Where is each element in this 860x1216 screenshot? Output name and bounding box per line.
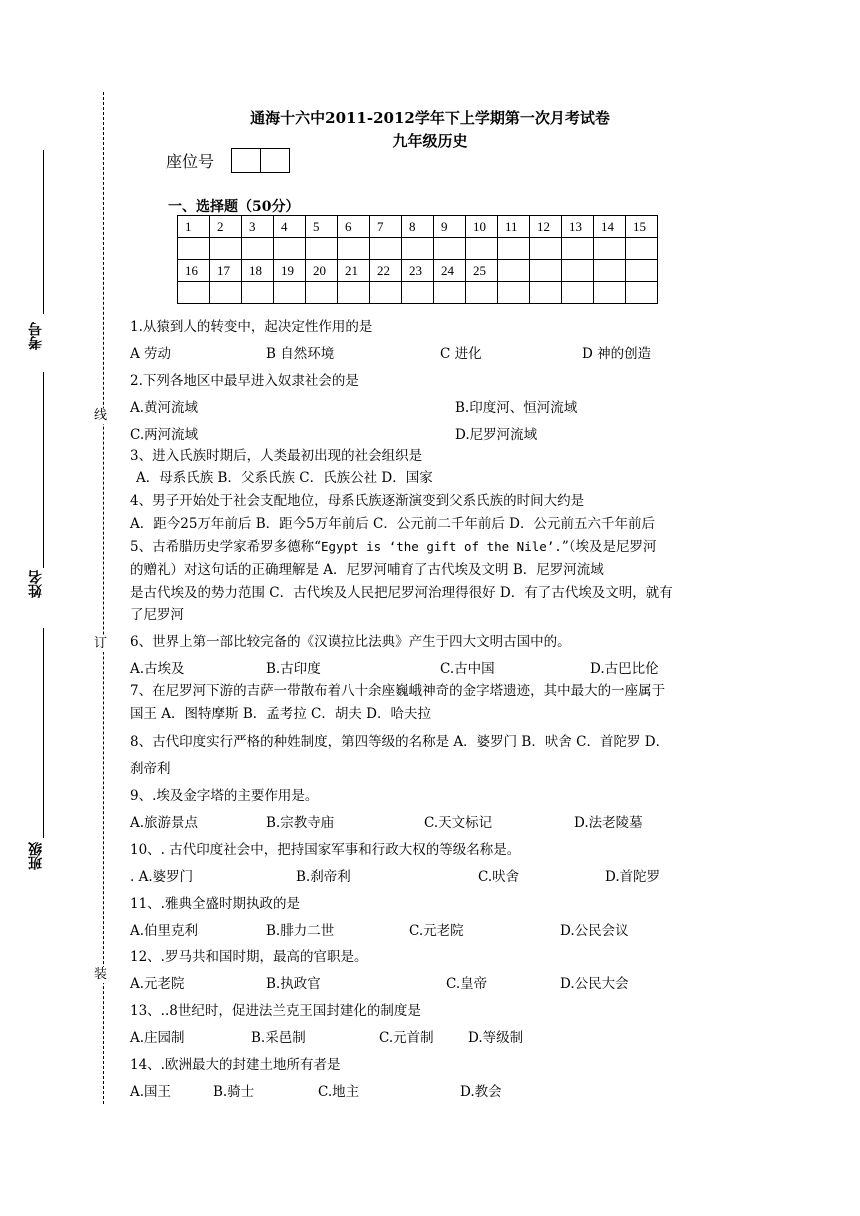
- banji-label: 班级: [28, 842, 44, 870]
- q4-options: A．距今25万年前后 B．距今5万年前后 C．公元前二千年前后 D．公元前五六千年前后: [130, 516, 655, 532]
- table-cell: 12: [530, 216, 562, 238]
- answer-cell[interactable]: [210, 282, 242, 304]
- answer-cell[interactable]: [242, 238, 274, 260]
- table-cell: 17: [210, 260, 242, 282]
- answer-cell[interactable]: [434, 238, 466, 260]
- answer-cell[interactable]: [338, 282, 370, 304]
- question-5-line-1: [130, 538, 656, 556]
- answer-cell[interactable]: [178, 238, 210, 260]
- table-row: [178, 260, 658, 282]
- q13-option-d: D.等级制: [468, 1030, 524, 1046]
- q9-option-b: B.宗教寺庙: [266, 815, 335, 831]
- answer-cell: [498, 282, 530, 304]
- q13-option-a: A.庄园制: [130, 1030, 185, 1046]
- question-14: 14、.欧洲最大的封建土地所有者是: [130, 1057, 341, 1073]
- q9-option-c: C.天文标记: [424, 815, 493, 831]
- q12-option-b: B.执政官: [266, 976, 321, 992]
- q14-option-d: D.教会: [460, 1084, 502, 1100]
- table-cell: 5: [306, 216, 338, 238]
- seat-label: 座位号: [166, 152, 215, 171]
- xingming-label: 姓名: [28, 570, 44, 598]
- answer-cell[interactable]: [370, 238, 402, 260]
- binding-mark-ding: 订: [94, 636, 108, 651]
- q13-option-b: B.采邑制: [251, 1030, 306, 1046]
- table-cell: 20: [306, 260, 338, 282]
- question-4: 4、男子开始处于社会支配地位，母系氏族逐渐演变到父系氏族的时间大约是: [130, 493, 585, 509]
- question-10: 10、. 古代印度社会中，把持国家军事和行政大权的等级名称是。: [130, 842, 521, 858]
- q6-option-a: A.古埃及: [130, 661, 185, 677]
- question-1: 1.从猿到人的转变中，起决定性作用的是: [130, 319, 373, 335]
- question-2: 2.下列各地区中最早进入奴隶社会的是: [130, 373, 359, 389]
- answer-cell[interactable]: [434, 282, 466, 304]
- table-cell: 24: [434, 260, 466, 282]
- section-title: 一、选择题（50分）: [168, 199, 300, 215]
- table-cell: 3: [242, 216, 274, 238]
- question-7-line-2: 国王 A．图特摩斯 B．孟考拉 C．胡夫 D．哈夫拉: [130, 706, 431, 722]
- table-cell: 4: [274, 216, 306, 238]
- answer-cell[interactable]: [594, 238, 626, 260]
- answer-row: [178, 238, 658, 260]
- q6-option-c: C.古中国: [440, 661, 495, 677]
- q11-option-c: C.元老院: [409, 923, 464, 939]
- q11-option-d: D.公民会议: [560, 923, 629, 939]
- exam-title: 通海十六中2011-2012学年下上学期第一次月考试卷: [250, 109, 610, 127]
- answer-cell[interactable]: [498, 238, 530, 260]
- q10-option-a: . A.婆罗门: [130, 869, 194, 885]
- answer-row: [178, 282, 658, 304]
- question-9: 9、.埃及金字塔的主要作用是。: [130, 788, 319, 804]
- q1-option-b: B 自然环境: [266, 346, 335, 362]
- seat-box-1[interactable]: [231, 148, 261, 173]
- binding-mark-zhuang: 装: [94, 967, 108, 982]
- kaohao-write-line: [43, 150, 44, 314]
- question-8-line-1: 8、古代印度实行严格的种姓制度，第四等级的名称是 A．婆罗门 B．吠舍 C．首陀罗 D．: [130, 734, 670, 750]
- answer-cell[interactable]: [306, 238, 338, 260]
- table-row: [178, 216, 658, 238]
- q10-option-d: D.首陀罗: [605, 869, 661, 885]
- table-cell: 25: [466, 260, 498, 282]
- answer-cell[interactable]: [178, 282, 210, 304]
- banji-write-line: [43, 628, 44, 838]
- xingming-write-line: [43, 372, 44, 568]
- answer-cell[interactable]: [402, 238, 434, 260]
- answer-cell[interactable]: [562, 238, 594, 260]
- answer-cell[interactable]: [242, 282, 274, 304]
- table-cell: 16: [178, 260, 210, 282]
- question-12: 12、.罗马共和国时期，最高的官职是。: [130, 949, 368, 965]
- answer-cell[interactable]: [274, 282, 306, 304]
- table-cell: 8: [402, 216, 434, 238]
- q2-option-d: D.尼罗河流域: [455, 427, 538, 443]
- answer-cell: [562, 282, 594, 304]
- question-11: 11、.雅典全盛时期执政的是: [130, 896, 300, 912]
- q11-option-a: A.伯里克利: [130, 923, 199, 939]
- q14-option-a: A.国王: [130, 1084, 172, 1100]
- q12-option-c: C.皇帝: [446, 976, 488, 992]
- question-13: 13、..8世纪时，促进法兰克王国封建化的制度是: [130, 1003, 421, 1019]
- q6-option-b: B.古印度: [266, 661, 321, 677]
- question-8-line-2: 刹帝利: [130, 761, 171, 777]
- question-3: 3、进入氏族时期后，人类最初出现的社会组织是: [130, 448, 423, 464]
- answer-cell[interactable]: [466, 282, 498, 304]
- q1-option-c: C 进化: [440, 346, 482, 362]
- q1-option-d: D 神的创造: [582, 346, 652, 362]
- answer-cell: [594, 282, 626, 304]
- q2-option-a: A.黄河流域: [130, 400, 199, 416]
- exam-subtitle: 九年级历史: [392, 132, 468, 150]
- answer-cell[interactable]: [370, 282, 402, 304]
- q5-text-b: ”（埃及是尼罗河: [561, 539, 657, 555]
- q5-english-quote: Egypt is ‘the gift of the Nile’.: [321, 539, 562, 554]
- question-5-line-3: 是古代埃及的势力范围 C．古代埃及人民把尼罗河治理得很好 D．有了古代埃及文明，就有: [130, 585, 673, 601]
- table-cell: [562, 260, 594, 282]
- kaohao-label: 考号: [28, 322, 44, 350]
- q12-option-a: A.元老院: [130, 976, 185, 992]
- answer-cell[interactable]: [274, 238, 306, 260]
- table-cell: 18: [242, 260, 274, 282]
- table-cell: 6: [338, 216, 370, 238]
- answer-cell[interactable]: [306, 282, 338, 304]
- table-cell: 9: [434, 216, 466, 238]
- table-cell: 2: [210, 216, 242, 238]
- table-cell: 22: [370, 260, 402, 282]
- q12-option-d: D.公民大会: [560, 976, 629, 992]
- answer-cell[interactable]: [402, 282, 434, 304]
- table-cell: 13: [562, 216, 594, 238]
- table-cell: 15: [626, 216, 658, 238]
- table-cell: 11: [498, 216, 530, 238]
- table-cell: 19: [274, 260, 306, 282]
- table-cell: 14: [594, 216, 626, 238]
- table-cell: [530, 260, 562, 282]
- answer-cell[interactable]: [338, 238, 370, 260]
- binding-line: [103, 92, 104, 1104]
- answer-table: [177, 215, 658, 304]
- table-cell: [498, 260, 530, 282]
- q5-text-a: 5、古希腊历史学家希罗多德称“: [130, 539, 321, 555]
- q1-option-a: A 劳动: [130, 346, 172, 362]
- q9-option-d: D.法老陵墓: [574, 815, 643, 831]
- q10-option-c: C.吠舍: [478, 869, 520, 885]
- answer-cell[interactable]: [466, 238, 498, 260]
- q14-option-c: C.地主: [318, 1084, 360, 1100]
- question-5-line-2: 的赠礼）对这句话的正确理解是 A．尼罗河哺育了古代埃及文明 B．尼罗河流域: [130, 562, 604, 578]
- q14-option-b: B.骑士: [213, 1084, 255, 1100]
- seat-box-2[interactable]: [260, 148, 290, 173]
- question-6: 6、世界上第一部比较完备的《汉谟拉比法典》产生于四大文明古国中的。: [130, 634, 571, 650]
- table-cell: [626, 260, 658, 282]
- question-5-line-4: 了尼罗河: [130, 607, 184, 623]
- answer-cell[interactable]: [626, 238, 658, 260]
- q11-option-b: B.腓力二世: [266, 923, 335, 939]
- table-cell: 1: [178, 216, 210, 238]
- q9-option-a: A.旅游景点: [130, 815, 199, 831]
- q2-option-c: C.两河流域: [130, 427, 199, 443]
- q13-option-c: C.元首制: [379, 1030, 434, 1046]
- binding-mark-xian: 线: [94, 408, 108, 423]
- answer-cell[interactable]: [210, 238, 242, 260]
- q6-option-d: D.古巴比伦: [590, 661, 659, 677]
- answer-cell: [530, 282, 562, 304]
- answer-cell: [626, 282, 658, 304]
- table-cell: 23: [402, 260, 434, 282]
- q2-option-b: B.印度河、恒河流域: [455, 400, 578, 416]
- answer-cell[interactable]: [530, 238, 562, 260]
- table-cell: 7: [370, 216, 402, 238]
- table-cell: 10: [466, 216, 498, 238]
- table-cell: 21: [338, 260, 370, 282]
- question-7-line-1: 7、在尼罗河下游的吉萨一带散布着八十余座巍峨神奇的金字塔遗迹，其中最大的一座属于: [130, 683, 666, 699]
- q10-option-b: B.刹帝利: [296, 869, 351, 885]
- q3-options: A．母系氏族 B．父系氏族 C．氏族公社 D．国家: [136, 470, 433, 486]
- table-cell: [594, 260, 626, 282]
